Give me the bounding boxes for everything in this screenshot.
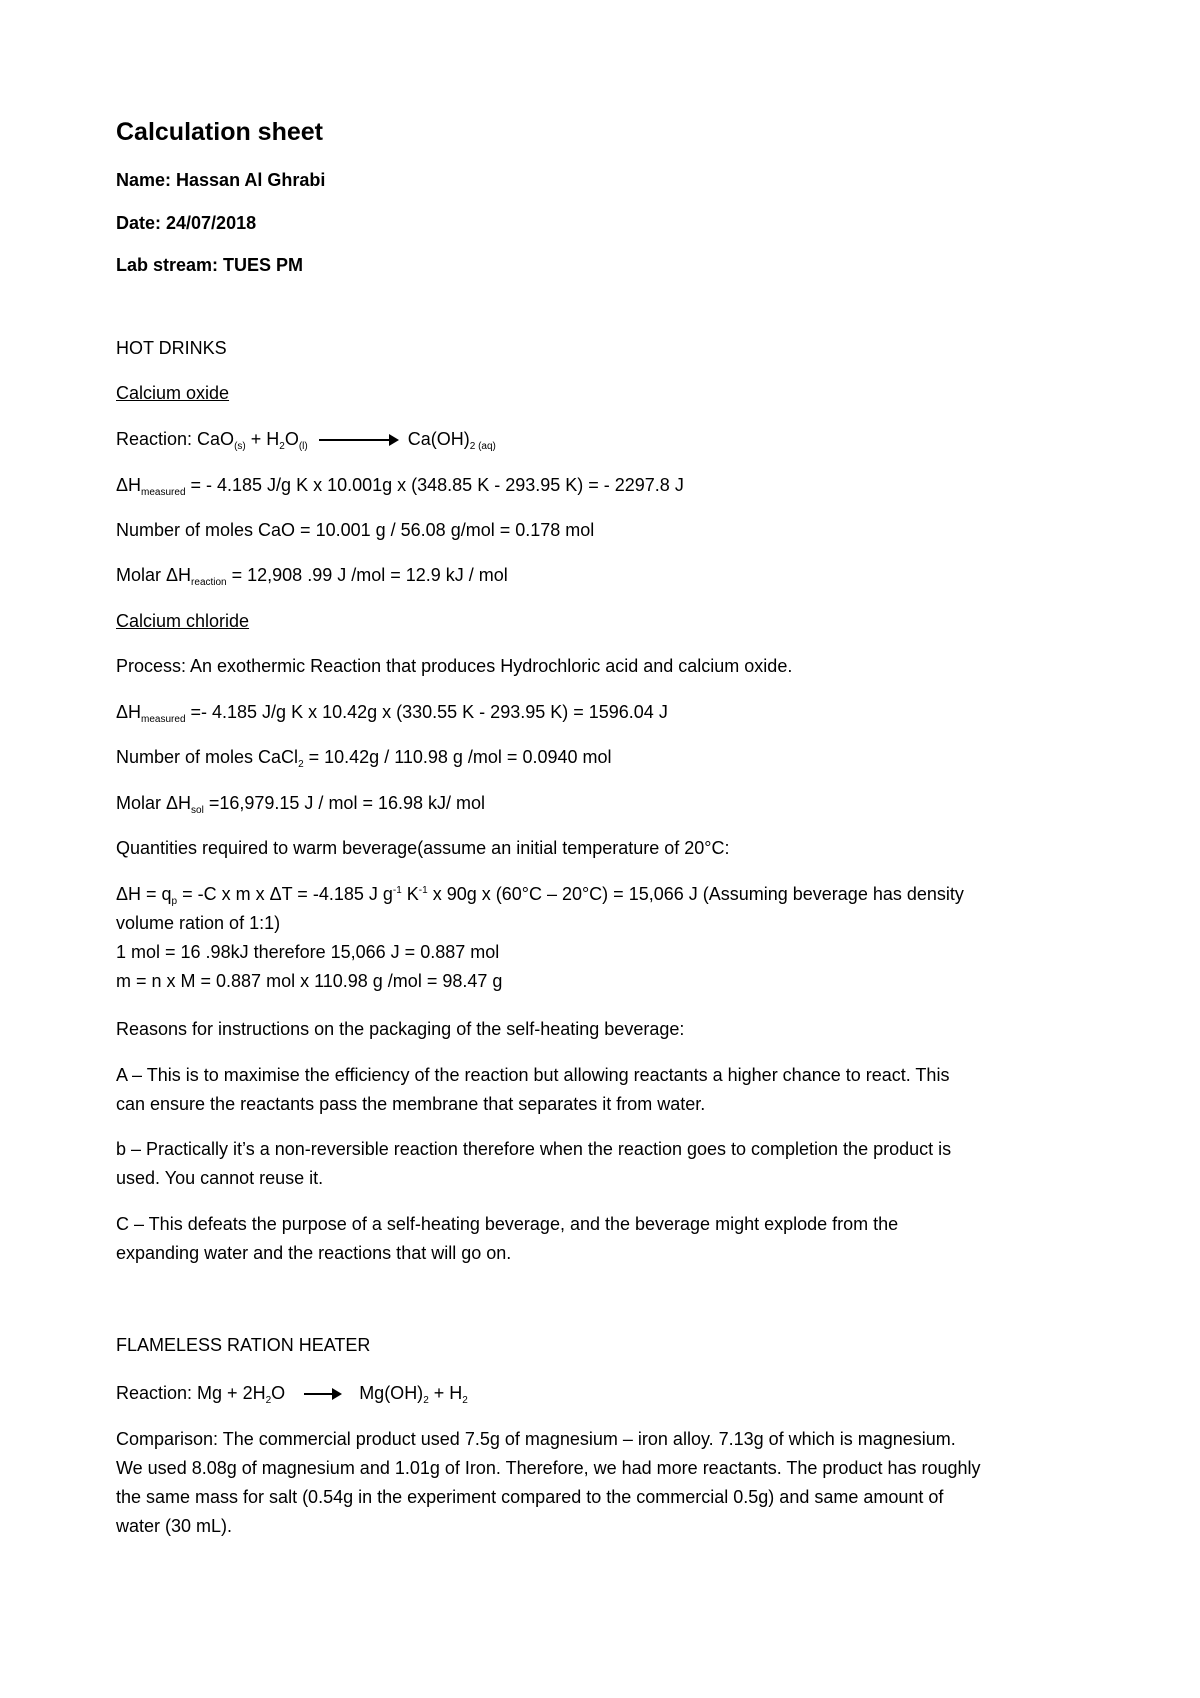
equation-text: K bbox=[401, 884, 419, 904]
equation-text: = -C x m x ΔT = -4.185 J g bbox=[177, 884, 393, 904]
student-name: Name: Hassan Al Ghrabi bbox=[116, 170, 326, 190]
calcium-oxide-heading: Calcium oxide bbox=[116, 383, 230, 403]
reasons-heading: Reasons for instructions on the packaging of the self-heating beverage: bbox=[116, 1019, 685, 1039]
calcium-oxide-enthalpy bbox=[116, 473, 684, 497]
hot-drinks-heading: HOT DRINKS bbox=[116, 338, 227, 358]
enthalpy-text: = - 4.185 J/g K x 10.001g x (348.85 K - 293.95 K) = - 2297.8 J bbox=[185, 475, 684, 495]
reason-c-line2: expanding water and the reactions that will go on. bbox=[116, 1243, 512, 1263]
reaction-text: O bbox=[284, 429, 299, 449]
quantities-equation-line2: volume ration of 1:1) bbox=[116, 913, 281, 933]
equation-text: x 90g x (60°C – 20°C) = 15,066 J (Assuming beverage has density bbox=[427, 884, 964, 904]
equation-text: ΔH = q bbox=[116, 884, 172, 904]
flameless-heading: FLAMELESS RATION HEATER bbox=[116, 1335, 371, 1355]
reaction-text: + H bbox=[245, 429, 280, 449]
stoich-subscript: 2 bbox=[423, 1395, 429, 1406]
reaction-text: Reaction: CaO bbox=[116, 429, 235, 449]
report-date: Date: 24/07/2018 bbox=[116, 213, 257, 233]
enthalpy-symbol: ΔH bbox=[116, 475, 142, 495]
reaction-text: Mg(OH) bbox=[359, 1383, 424, 1403]
molar-text: = 12,908 .99 J /mol = 12.9 kJ / mol bbox=[226, 565, 508, 585]
comparison-line4: water (30 mL). bbox=[116, 1516, 233, 1536]
stoich-subscript: 2 bbox=[462, 1395, 468, 1406]
equation-subscript: p bbox=[171, 896, 178, 907]
molar-subscript: sol bbox=[191, 805, 204, 816]
stoich-subscript: 2 bbox=[265, 1395, 272, 1406]
molar-text: Molar ΔH bbox=[116, 793, 192, 813]
comparison-line1: Comparison: The commercial product used 7.5g of magnesium – iron alloy. 7.13g of which is magnesium. bbox=[116, 1429, 956, 1449]
reason-b-line1: b – Practically it’s a non-reversible reaction therefore when the reaction goes to completion the product is bbox=[116, 1139, 952, 1159]
quantities-equation bbox=[116, 882, 964, 906]
comparison-line3: the same mass for salt (0.54g in the experiment compared to the commercial 0.5g) and same amount of bbox=[116, 1487, 944, 1507]
flameless-reaction bbox=[116, 1381, 468, 1405]
reason-b-line2: used. You cannot reuse it. bbox=[116, 1168, 324, 1188]
moles-text: Number of moles CaCl bbox=[116, 747, 299, 767]
calcium-chloride-enthalpy bbox=[116, 700, 668, 724]
molar-text: Molar ΔH bbox=[116, 565, 192, 585]
quantities-line4: m = n x M = 0.887 mol x 110.98 g /mol = 98.47 g bbox=[116, 971, 503, 991]
reaction-text: O bbox=[271, 1383, 286, 1403]
reaction-text: Reaction: Mg + 2H bbox=[116, 1383, 266, 1403]
quantities-heading: Quantities required to warm beverage(assume an initial temperature of 20°C: bbox=[116, 838, 730, 858]
calcium-chloride-molar-enthalpy bbox=[116, 791, 485, 815]
comparison-line2: We used 8.08g of magnesium and 1.01g of Iron. Therefore, we had more reactants. The product has roughly bbox=[116, 1458, 981, 1478]
reason-c-line1: C – This defeats the purpose of a self-heating beverage, and the beverage might explode from the bbox=[116, 1214, 899, 1234]
moles-subscript: 2 bbox=[298, 759, 304, 770]
reaction-text: Ca(OH) bbox=[407, 429, 470, 449]
lab-stream: Lab stream: TUES PM bbox=[116, 255, 304, 275]
reaction-arrow-icon bbox=[304, 1393, 340, 1395]
state-subscript: (l) bbox=[298, 441, 308, 452]
calcium-chloride-moles bbox=[116, 745, 612, 769]
stoich-subscript: 2 bbox=[279, 441, 285, 452]
enthalpy-subscript: measured bbox=[141, 487, 186, 498]
page-title: Calculation sheet bbox=[116, 118, 323, 146]
reaction-text: + H bbox=[428, 1383, 463, 1403]
reaction-arrow-icon bbox=[319, 439, 397, 441]
calcium-oxide-molar-enthalpy bbox=[116, 563, 508, 587]
moles-text: = 10.42g / 110.98 g /mol = 0.0940 mol bbox=[303, 747, 612, 767]
calcium-oxide-moles: Number of moles CaO = 10.001 g / 56.08 g/mol = 0.178 mol bbox=[116, 520, 595, 540]
enthalpy-subscript: measured bbox=[141, 714, 186, 725]
equation-superscript: -1 bbox=[418, 885, 428, 896]
state-subscript: (s) bbox=[234, 441, 246, 452]
quantities-line3: 1 mol = 16 .98kJ therefore 15,066 J = 0.887 mol bbox=[116, 942, 500, 962]
molar-text: =16,979.15 J / mol = 16.98 kJ/ mol bbox=[203, 793, 486, 813]
calcium-chloride-process: Process: An exothermic Reaction that produces Hydrochloric acid and calcium oxide. bbox=[116, 656, 793, 676]
state-subscript: 2 (aq) bbox=[469, 441, 496, 452]
equation-superscript: -1 bbox=[392, 885, 402, 896]
enthalpy-symbol: ΔH bbox=[116, 702, 142, 722]
reason-a-line2: can ensure the reactants pass the membrane that separates it from water. bbox=[116, 1094, 706, 1114]
reason-a-line1: A – This is to maximise the efficiency of the reaction but allowing reactants a higher chance to react. This bbox=[116, 1065, 950, 1085]
calcium-oxide-reaction bbox=[116, 427, 496, 451]
molar-subscript: reaction bbox=[191, 577, 227, 588]
enthalpy-text: =- 4.185 J/g K x 10.42g x (330.55 K - 293.95 K) = 1596.04 J bbox=[185, 702, 668, 722]
calcium-chloride-heading: Calcium chloride bbox=[116, 611, 250, 631]
